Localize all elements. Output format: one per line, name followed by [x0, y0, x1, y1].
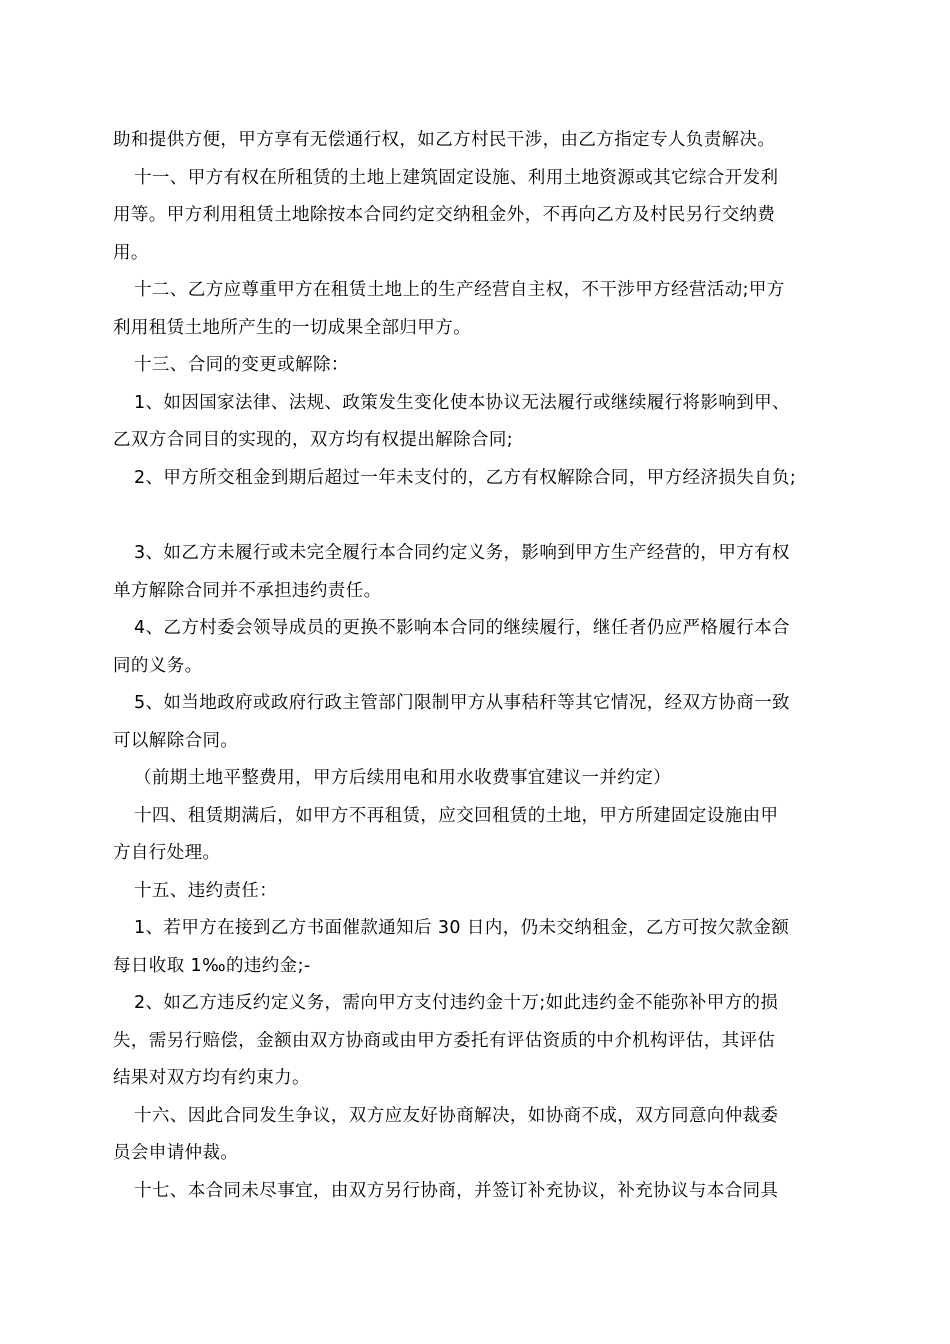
text-line: 十四、租赁期满后，如甲方不再租赁，应交回租赁的土地，甲方所建固定设施由甲 — [134, 805, 779, 826]
text-line: 十一、甲方有权在所租赁的土地上建筑固定设施、利用土地资源或其它综合开发利 — [134, 167, 779, 188]
text-line: 用。 — [113, 242, 149, 263]
section-heading: 十五、违约责任： — [134, 880, 278, 901]
document-body — [113, 122, 841, 1210]
text-line: 方自行处理。 — [113, 843, 221, 863]
text-line: 2、如乙方违反约定义务，需向甲方支付违约金十万;如此违约金不能弥补甲方的损 — [134, 993, 779, 1013]
text-line: 5、如当地政府或政府行政主管部门限制甲方从事秸秆等其它情况，经双方协商一致 — [134, 693, 790, 713]
section-heading: 十三、合同的变更或解除： — [134, 355, 349, 375]
text-line: 十七、本合同未尽事宜，由双方另行协商，并签订补充协议，补充协议与本合同具 — [134, 1180, 779, 1201]
text-line: 员会申请仲裁。 — [113, 1143, 239, 1163]
text-line: 十六、因此合同发生争议，双方应友好协商解决，如协商不成，双方同意向仲裁委 — [134, 1105, 779, 1126]
text-line: 可以解除合同。 — [113, 730, 239, 751]
text-line: 失，需另行赔偿，金额由双方协商或由甲方委托有评估资质的中介机构评估，其评估 — [113, 1030, 776, 1051]
text-line: 十二、乙方应尊重甲方在租赁土地上的生产经营自主权，不干涉甲方经营活动;甲方 — [134, 280, 785, 300]
text-line: 1、若甲方在接到乙方书面催款通知后 30 日内，仍未交纳租金，乙方可按欠款金额 — [134, 918, 790, 938]
text-line: 每日收取 1‰的违约金;- — [113, 955, 311, 976]
text-line: 利用租赁土地所产生的一切成果全部归甲方。 — [113, 317, 471, 338]
text-line: 结果对双方均有约束力。 — [113, 1068, 310, 1088]
note-line: （前期土地平整费用，甲方后续用电和用水收费事宜建议一并约定） — [134, 768, 671, 788]
text-line: 用等。甲方利用租赁土地除按本合同约定交纳租金外，不再向乙方及村民另行交纳费 — [113, 205, 776, 225]
text-line: 乙双方合同目的实现的，双方均有权提出解除合同; — [113, 430, 514, 450]
text-line: 3、如乙方未履行或未完全履行本合同约定义务，影响到甲方生产经营的，甲方有权 — [134, 543, 790, 563]
text-line: 2、甲方所交租金到期后超过一年未支付的，乙方有权解除合同，甲方经济损失自负; — [134, 467, 797, 488]
text-line: 单方解除合同并不承担违约责任。 — [113, 580, 382, 601]
text-line: 1、如因国家法律、法规、政策发生变化使本协议无法履行或继续履行将影响到甲、 — [134, 392, 790, 413]
text-line: 同的义务。 — [113, 655, 203, 676]
blank-line — [113, 497, 841, 535]
text-line: 4、乙方村委会领导成员的更换不影响本合同的继续履行，继任者仍应严格履行本合 — [134, 618, 790, 638]
text-line: 助和提供方便，甲方享有无偿通行权，如乙方村民干涉，由乙方指定专人负责解决。 — [113, 130, 776, 150]
